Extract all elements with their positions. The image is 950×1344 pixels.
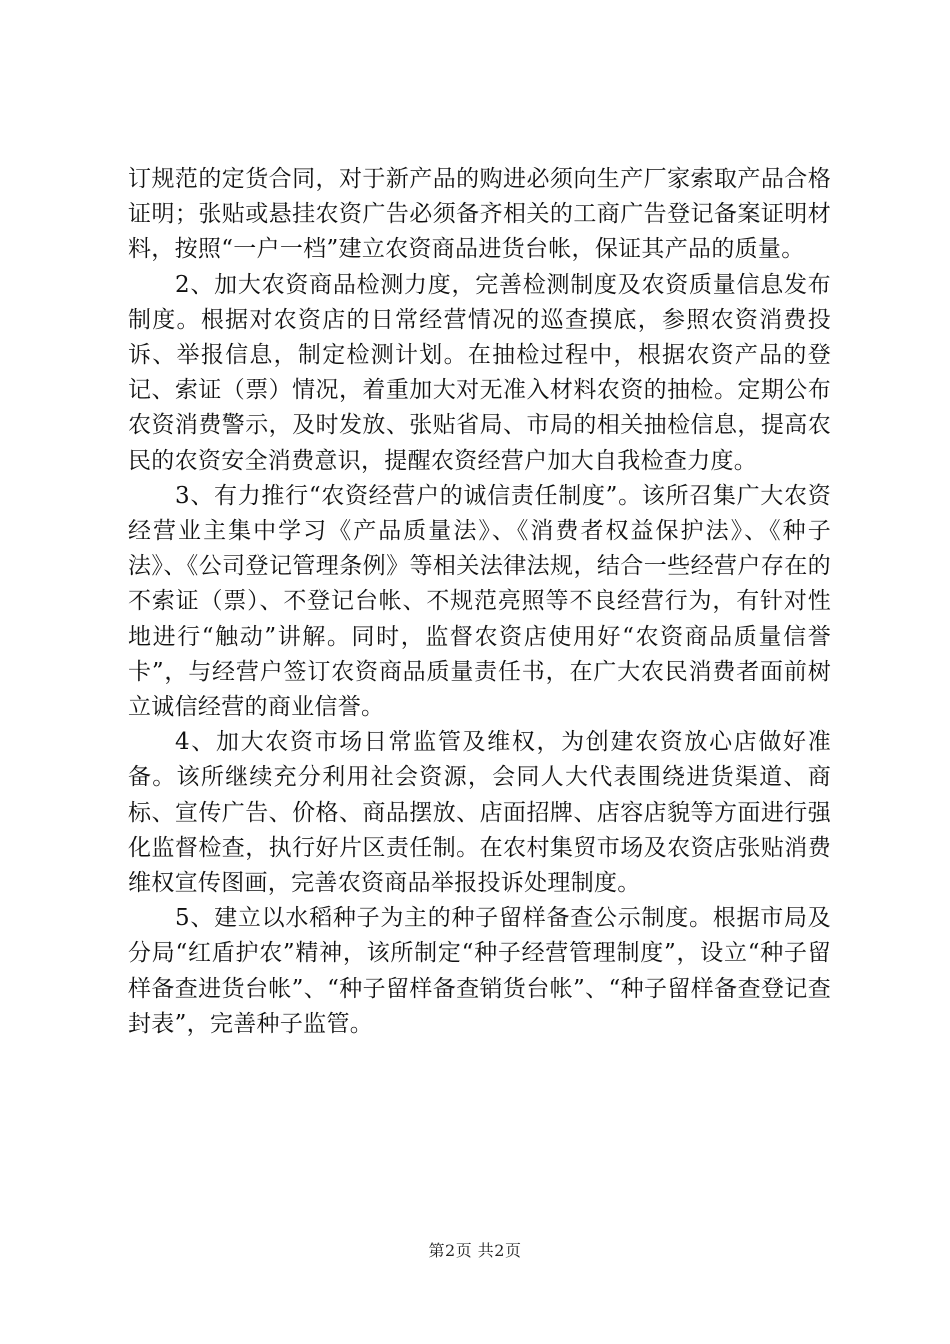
paragraph-item-4: 4、加大农资市场日常监管及维权，为创建农资放心店做好准备。该所继续充分利用社会资源，会同人大代表围绕进货渠道、商标、宣传广告、价格、商品摆放、店面招牌、店容店貌等方面进行强化监督检查，执行好片区责任制。在农村集贸市场及农资店张贴消费维权宣传图画，完善农资商品举报投诉处理制度。 — [128, 729, 831, 897]
paragraph-item-5: 5、建立以水稻种子为主的种子留样备查公示制度。根据市局及分局“红盾护农”精神，该所制定“种子经营管理制度”，设立“种子留样备查进货台帐”、“种子留样备查销货台帐”、“种子留样备查登记查封表”，完善种子监管。 — [128, 905, 831, 1037]
paragraph-item-3: 3、有力推行“农资经营户的诚信责任制度”。该所召集广大农资经营业主集中学习《产品质量法》、《消费者权益保护法》、《种子法》、《公司登记管理条例》等相关法律法规，结合一些经营户存在的不索证（票）、不登记台帐、不规范亮照等不良经营行为，有针对性地进行“触动”讲解。同时，监督农资店使用好“农资商品质量信誉卡”，与经营户签订农资商品质量责任书，在广大农民消费者面前树立诚信经营的商业信誉。 — [128, 482, 831, 721]
document-body — [128, 162, 831, 1042]
paragraph-continued: 订规范的定货合同，对于新产品的购进必须向生产厂家索取产品合格证明；张贴或悬挂农资广告必须备齐相关的工商广告登记备案证明材料，按照“一户一档”建立农资商品进货台帐，保证其产品的质量。 — [128, 166, 831, 263]
paragraph-item-2: 2、加大农资商品检测力度，完善检测制度及农资质量信息发布制度。根据对农资店的日常经营情况的巡查摸底，参照农资消费投诉、举报信息，制定检测计划。在抽检过程中，根据农资产品的登记、索证（票）情况，着重加大对无准入材料农资的抽检。定期公布农资消费警示，及时发放、张贴省局、市局的相关抽检信息，提高农民的农资安全消费意识，提醒农资经营户加大自我检查力度。 — [128, 271, 831, 474]
page-number-footer: 第2页 共2页 — [428, 1241, 522, 1260]
